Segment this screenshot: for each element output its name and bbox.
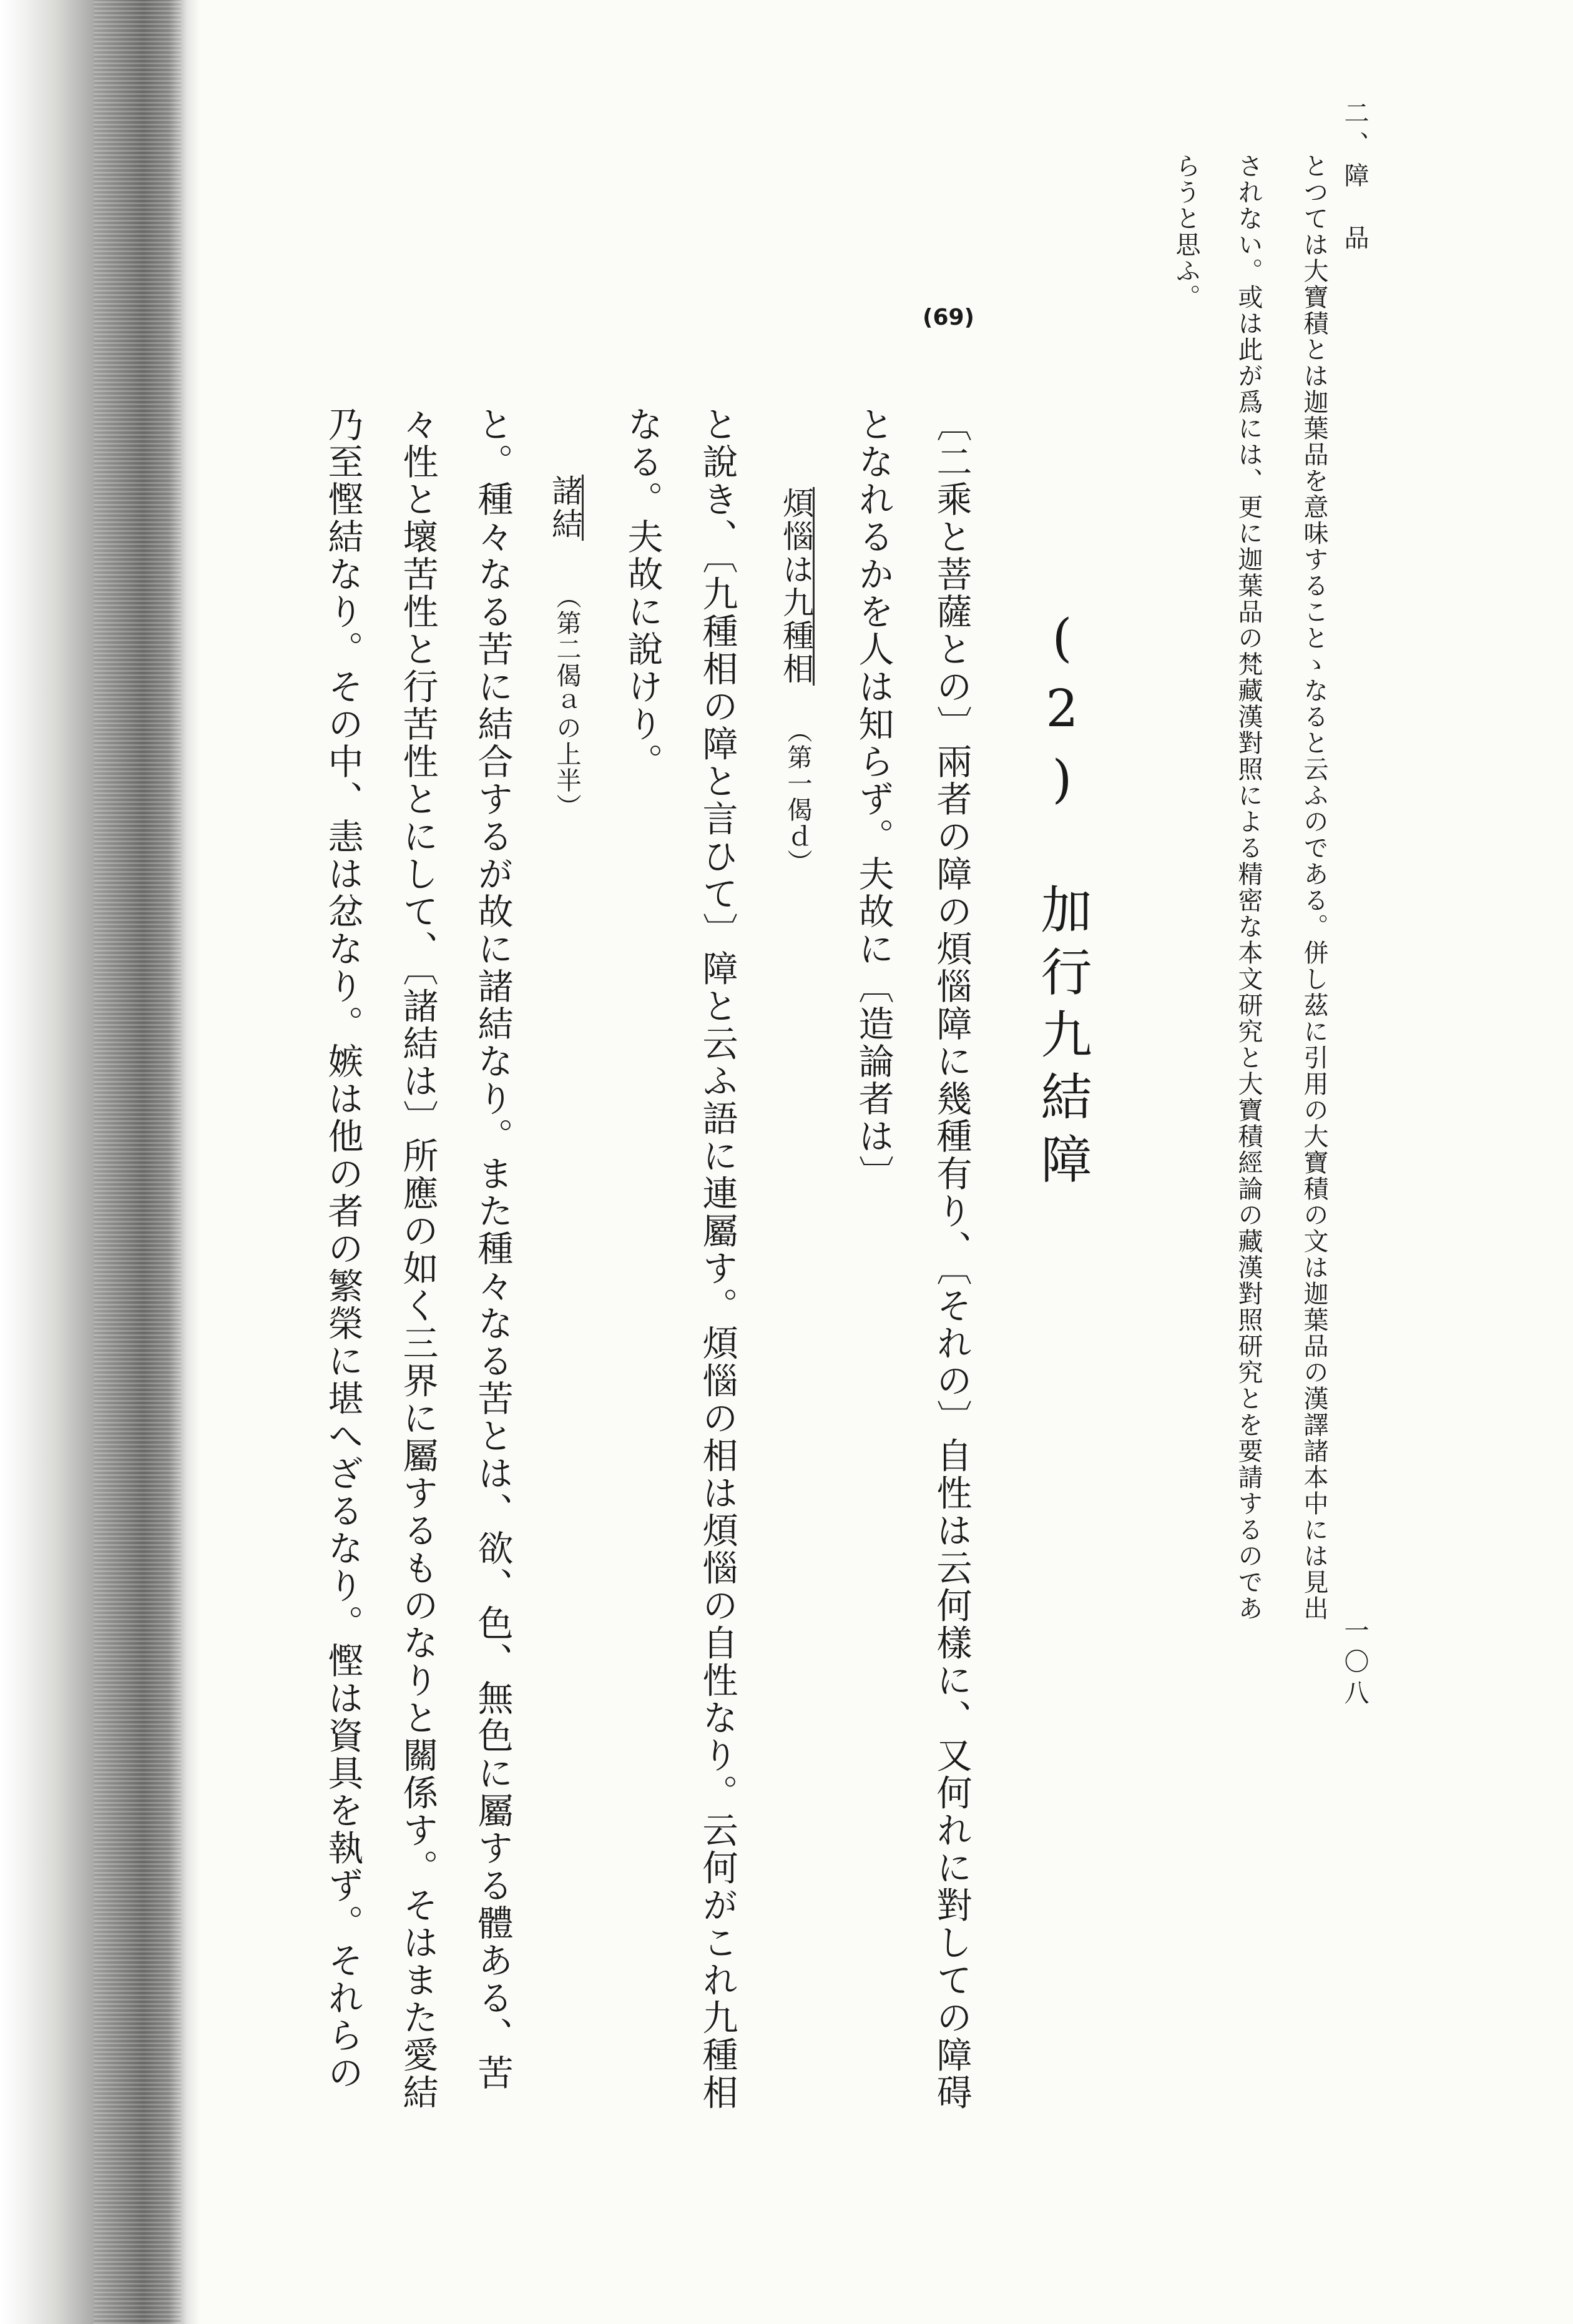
verse-1-citation: （第一偈ｄ） <box>783 718 812 875</box>
verse-1-text: 煩惱は九種相 <box>778 487 814 686</box>
running-header-chapter: 二、障 品 <box>1340 100 1369 256</box>
body-line-6: 々性と壞苦性と行苦性とにして、〔諸結は〕所應の如く三界に屬するものなりと關係す。そはまた愛結 <box>397 406 438 2112</box>
footnote-line-1: とつては大寶積とは迦葉品を意味することゝなると云ふのである。併し茲に引用の大寶積の文は迦葉品の漢譯諸本中には見出 <box>1300 153 1328 1622</box>
verse-2-citation: （第二偈ａの上半） <box>552 584 581 820</box>
section-heading: (2) 加行九結障 <box>1032 609 1092 1195</box>
running-header-page-number: 一〇八 <box>1340 1617 1369 1711</box>
body-line-5: と。種々なる苦に結合するが故に諸結なり。また種々なる苦とは、欲、色、無色に屬する體ある、苦 <box>472 406 513 2092</box>
body-line-1: 〔二乘と菩薩との〕兩者の障の煩惱障に幾種有り、〔それの〕自性は云何樣に、又何れに對しての障碍 <box>931 406 972 2112</box>
body-line-3: と說き、〔九種相の障と言ひて〕障と云ふ語に連屬す。煩惱の相は煩惱の自性なり。云何がこれ九種相 <box>697 406 738 2112</box>
footnote-line-2: されない。或は此が爲には、更に迦葉品の梵藏漢對照による精密な本文研究と大寶積經論の藏漢對照研究とを要請するのであ <box>1234 153 1263 1622</box>
footnote-line-3: らうと思ふ。 <box>1172 153 1200 310</box>
paragraph-marker: (69) <box>923 305 975 330</box>
body-line-4: なる。夫故に說けり。 <box>622 406 663 780</box>
body-line-2: となれるかを人は知らず。夫故に〔造論者は〕 <box>853 406 894 1193</box>
scan-noise <box>94 0 181 2324</box>
verse-2-text: 諸結 <box>547 475 583 541</box>
body-line-7: 乃至慳結なり。その中、恚は忿なり。嫉は他の者の繁榮に堪へざるなり。慳は資具を執ず。それらの <box>322 406 363 2092</box>
